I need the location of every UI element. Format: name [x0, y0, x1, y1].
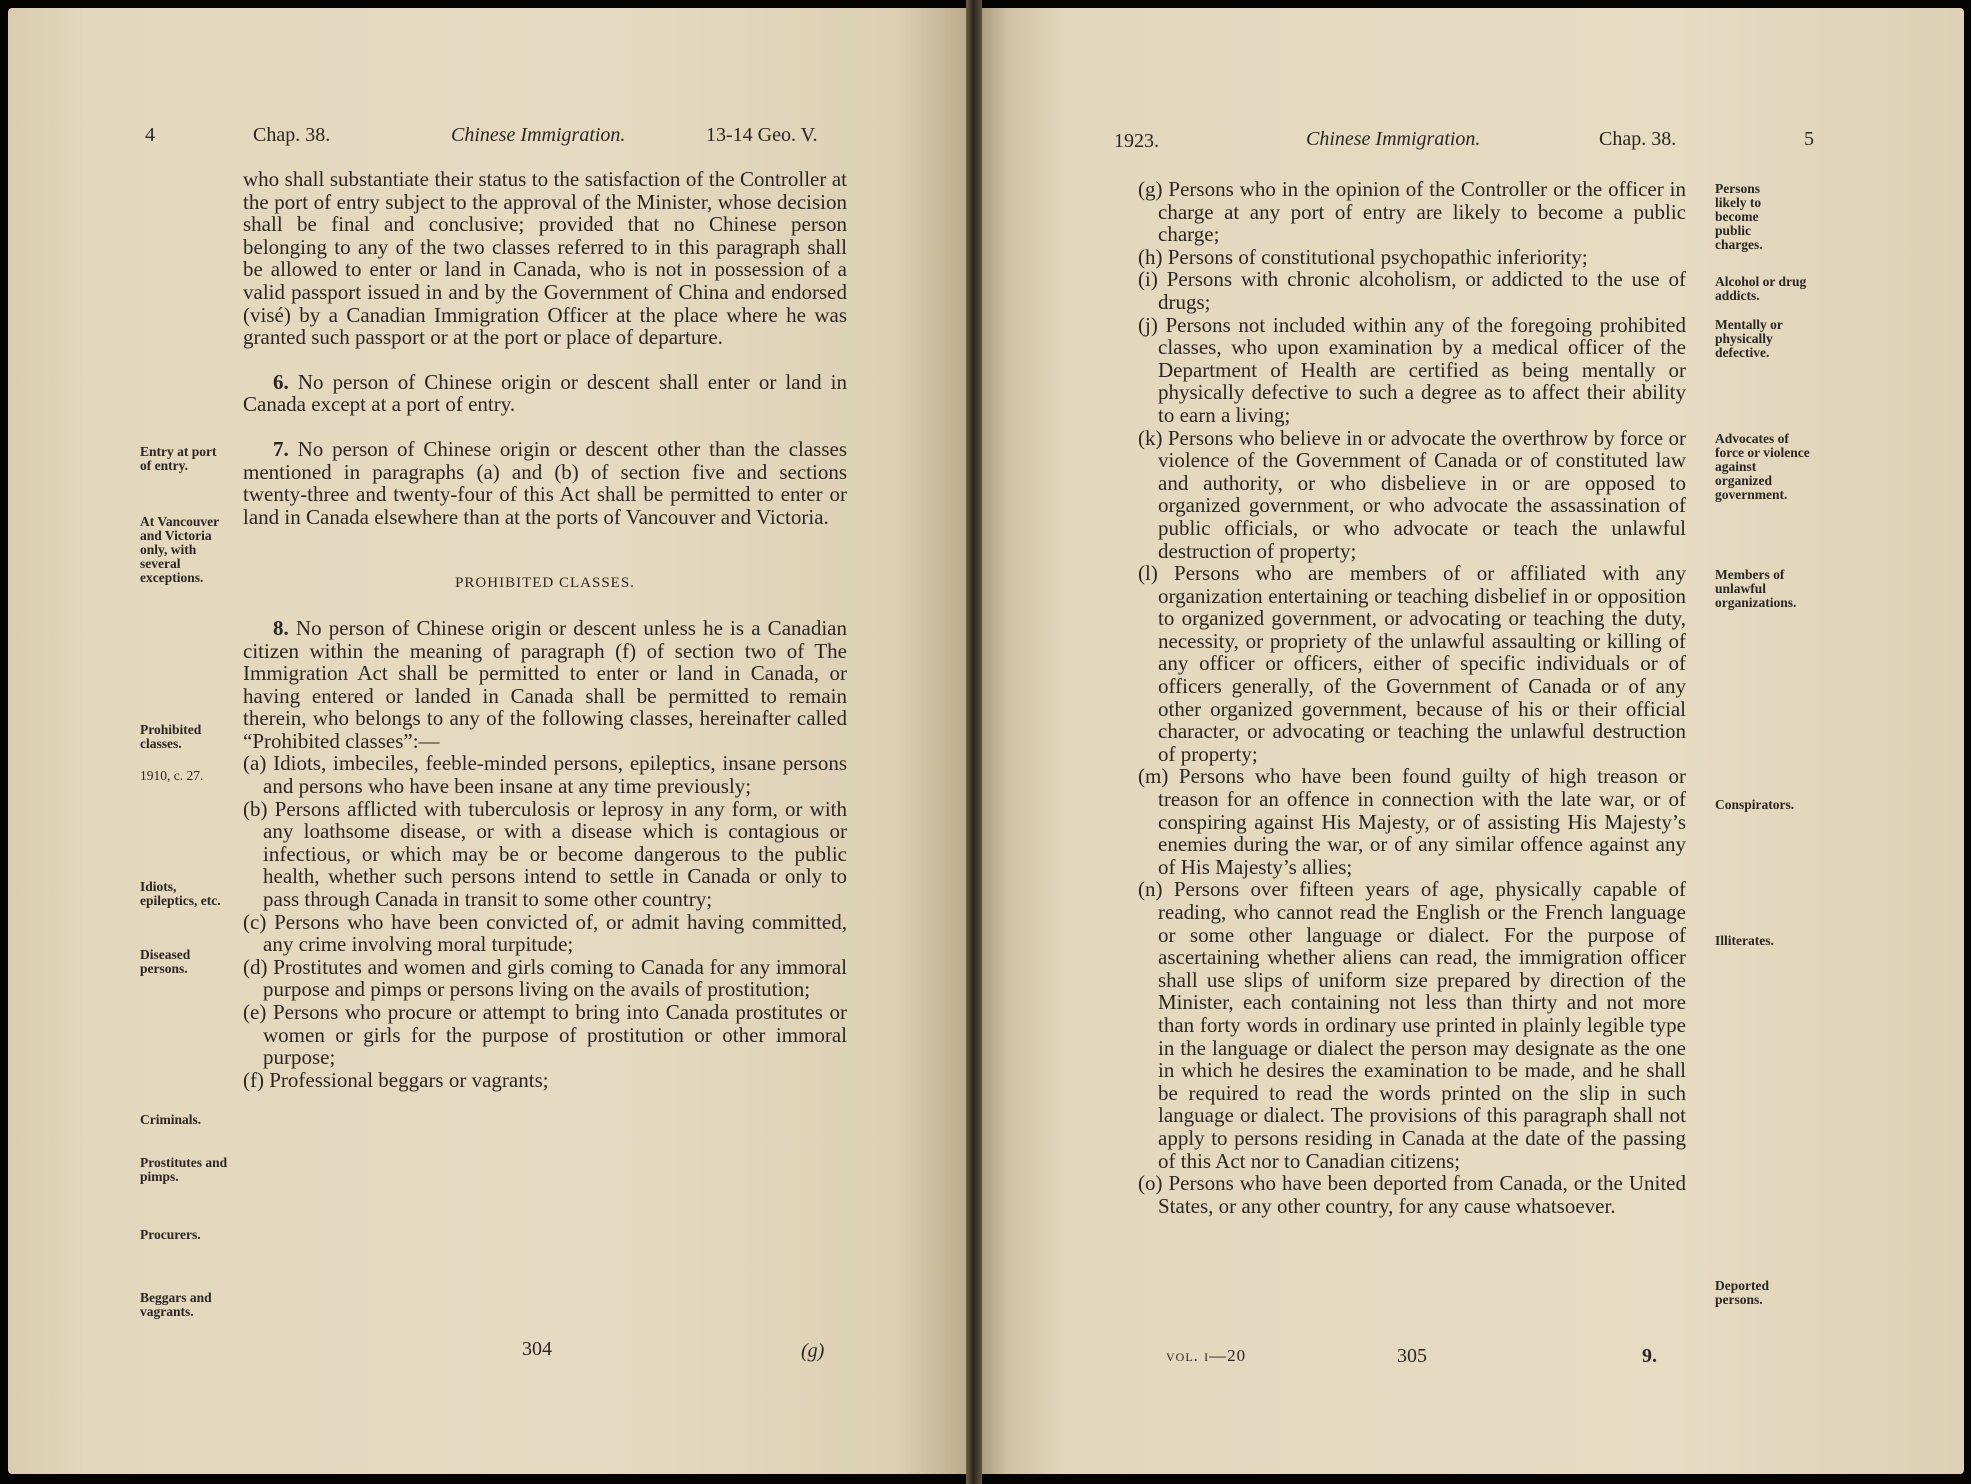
clause-n: (n) Persons over fifteen years of age, physically capable of reading, who cannot read the English or the French language or some other language or dialect. For the purpose of ascertaining whether aliens can read, the immigration officer shall use slips of uniform size prepared by direction of the Minister, each containing not less than thirty and not more than forty words in ordinary use printed in plainly legible type in the language or dialect the person may designate as the one in which he desires the examination to be made, and he shall be required to read the words printed on the slip in such language or dialect. The provisions of this paragraph shall not apply to persons residing in Canada at the date of the passing of this Act nor to Canadian citizens; — [1138, 877, 1686, 1173]
margin-note-procurers: Procurers. — [140, 1227, 201, 1242]
left-page-number: 4 — [145, 124, 155, 146]
margin-note-conspirators: Conspirators. — [1715, 797, 1795, 812]
section-6-number: 6. — [273, 369, 289, 394]
margin-note-idiots: Idiots, epileptics, etc. — [140, 879, 221, 908]
section-6-text: No person of Chinese origin or descent shall enter or land in Canada except at a port of entry. — [243, 369, 848, 417]
clause-m: (m) Persons who have been found guilty of high treason or treason for an offence in connection with the late war, or of conspiring against His Majesty, or of assisting His Majesty’s enemies during the war, or of any similar offence against any of His Majesty’s allies; — [1138, 764, 1686, 879]
right-catchword: 9. — [1642, 1345, 1657, 1367]
clause-j: (j) Persons not included within any of the foregoing prohibited classes, who upon examination by a medical officer of the Department of Health are certified as being mentally or physically defective to such a degree as to affect their ability to earn a living; — [1138, 312, 1686, 427]
continued-paragraph: who shall substantiate their status to the satisfaction of the Controller at the port of entry subject to the approval of the Minister, whose decision shall be final and conclusive; provided that no Chinese person belonging to any of the two classes referred to in this paragraph shall be allowed to enter or land in Canada, who is not in possession of a valid passport issued in and by the Government of China and endorsed (visé) by a Canadian Immigration Officer at the place where he was granted such passport or at the port or place of departure. — [243, 167, 847, 350]
margin-note-public-charge: Persons likely to become public charges. — [1715, 181, 1763, 252]
section-7-number: 7. — [273, 436, 289, 461]
right-text-column — [1138, 178, 1686, 1217]
margin-note-mental: Mentally or physically defective. — [1715, 317, 1783, 360]
right-page — [978, 8, 1964, 1474]
margin-note-deported: Deported persons. — [1715, 1278, 1769, 1307]
section-6 — [243, 371, 847, 416]
clause-d: (d) Prostitutes and women and girls coming to Canada for any immoral purpose and pimps or persons living on the avails of prostitution; — [243, 954, 847, 1002]
clause-a: (a) Idiots, imbeciles, feeble-minded persons, epileptics, insane persons and persons who have been insane at any time previously; — [243, 751, 847, 799]
clause-h: (h) Persons of constitutional psychopathic inferiority; — [1138, 244, 1588, 269]
right-running-chapter: Chap. 38. — [1599, 128, 1677, 150]
right-running-year: 1923. — [1114, 130, 1159, 152]
margin-note-prostitutes: Prostitutes and pimps. — [140, 1155, 228, 1184]
margin-note-illiterates: Illiterates. — [1715, 933, 1774, 948]
margin-note-members: Members of unlawful organizations. — [1715, 567, 1797, 610]
left-catchword: (g) — [801, 1340, 825, 1362]
left-page — [8, 8, 973, 1474]
margin-note-entry: Entry at port of entry. — [140, 444, 217, 473]
left-text-column — [243, 168, 847, 1091]
prohibited-classes-heading: PROHIBITED CLASSES. — [455, 575, 635, 592]
margin-note-criminals: Criminals. — [140, 1112, 202, 1127]
left-folio: 304 — [522, 1338, 552, 1360]
book-gutter — [966, 0, 982, 1484]
section-8 — [243, 617, 847, 753]
section-7 — [243, 438, 847, 528]
clause-f: (f) Professional beggars or vagrants; — [243, 1067, 549, 1092]
clause-g: (g) Persons who in the opinion of the Controller or the officer in charge at any port of entry are likely to become a public charge; — [1138, 177, 1686, 247]
clause-e: (e) Persons who procure or attempt to bring into Canada prostitutes or women or girls for the purpose of prostitution or other immoral purpose; — [243, 1000, 847, 1070]
section-7-text: No person of Chinese origin or descent other than the classes mentioned in paragraphs (a) and (b) of section five and sections twenty-three and twenty-four of this Act shall be permitted to enter or land in Canada elsewhere than at the ports of Vancouver and Victoria. — [243, 436, 848, 529]
clause-c: (c) Persons who have been convicted of, or admit having committed, any crime involving moral turpitude; — [243, 909, 847, 957]
section-8-number: 8. — [273, 615, 289, 640]
clause-k: (k) Persons who believe in or advocate the overthrow by force or violence of the Government of Canada or of constituted law and authority, or who disbelieve in or are opposed to organized government, or who advocate the assassination of public officials, or who advocate or teach the unlawful destruction of property; — [1138, 425, 1686, 563]
left-running-regnal: 13-14 Geo. V. — [706, 124, 818, 146]
section-8-text: No person of Chinese origin or descent unless he is a Canadian citizen within the meaning of paragraph (f) of section two of The Immigration Act shall be permitted to enter or land in Canada, or having entered or landed in Canada shall be permitted to remain therein, who belongs to any of the following classes, hereinafter called “Prohibited classes”:— — [243, 615, 847, 753]
clause-i: (i) Persons with chronic alcoholism, or addicted to the use of drugs; — [1138, 267, 1686, 314]
margin-note-advocates: Advocates of force or violence against organized government. — [1715, 431, 1810, 502]
signature-mark: vol. i—20 — [1166, 1346, 1247, 1365]
margin-note-beggars: Beggars and vagrants. — [140, 1290, 212, 1319]
margin-note-prohibited: Prohibited classes. — [140, 722, 202, 751]
left-running-chapter: Chap. 38. — [253, 124, 331, 146]
left-running-title: Chinese Immigration. — [451, 124, 626, 146]
right-page-number: 5 — [1804, 128, 1814, 150]
right-folio: 305 — [1397, 1345, 1427, 1367]
margin-note-diseased: Diseased persons. — [140, 947, 191, 976]
margin-note-vancouver: At Vancouver and Victoria only, with several exceptions. — [140, 514, 219, 585]
clause-b: (b) Persons afflicted with tuberculosis or leprosy in any form, or with any loathsome disease, or with a disease which is contagious or infectious, or which may be or become dangerous to the public health, whether such persons intend to settle in Canada or only to pass through Canada in transit to some other country; — [243, 796, 847, 912]
margin-note-statute: 1910, c. 27. — [140, 768, 204, 783]
clause-l: (l) Persons who are members of or affiliated with any organization entertaining or teaching disbelief in or opposition to organized government, or advocating or teaching the duty, necessity, or propriety of the unlawful assaulting or killing of any officer or officers, either of specific individuals or of officers generally, of the Government of Canada or of any other organized government, because of his or their official character, or advocating or teaching the unlawful destruction of property; — [1138, 561, 1686, 766]
margin-note-alcohol: Alcohol or drug addicts. — [1715, 274, 1807, 303]
right-running-title: Chinese Immigration. — [1306, 128, 1481, 150]
clause-o: (o) Persons who have been deported from Canada, or the United States, or any other country, for any cause whatsoever. — [1138, 1171, 1686, 1218]
